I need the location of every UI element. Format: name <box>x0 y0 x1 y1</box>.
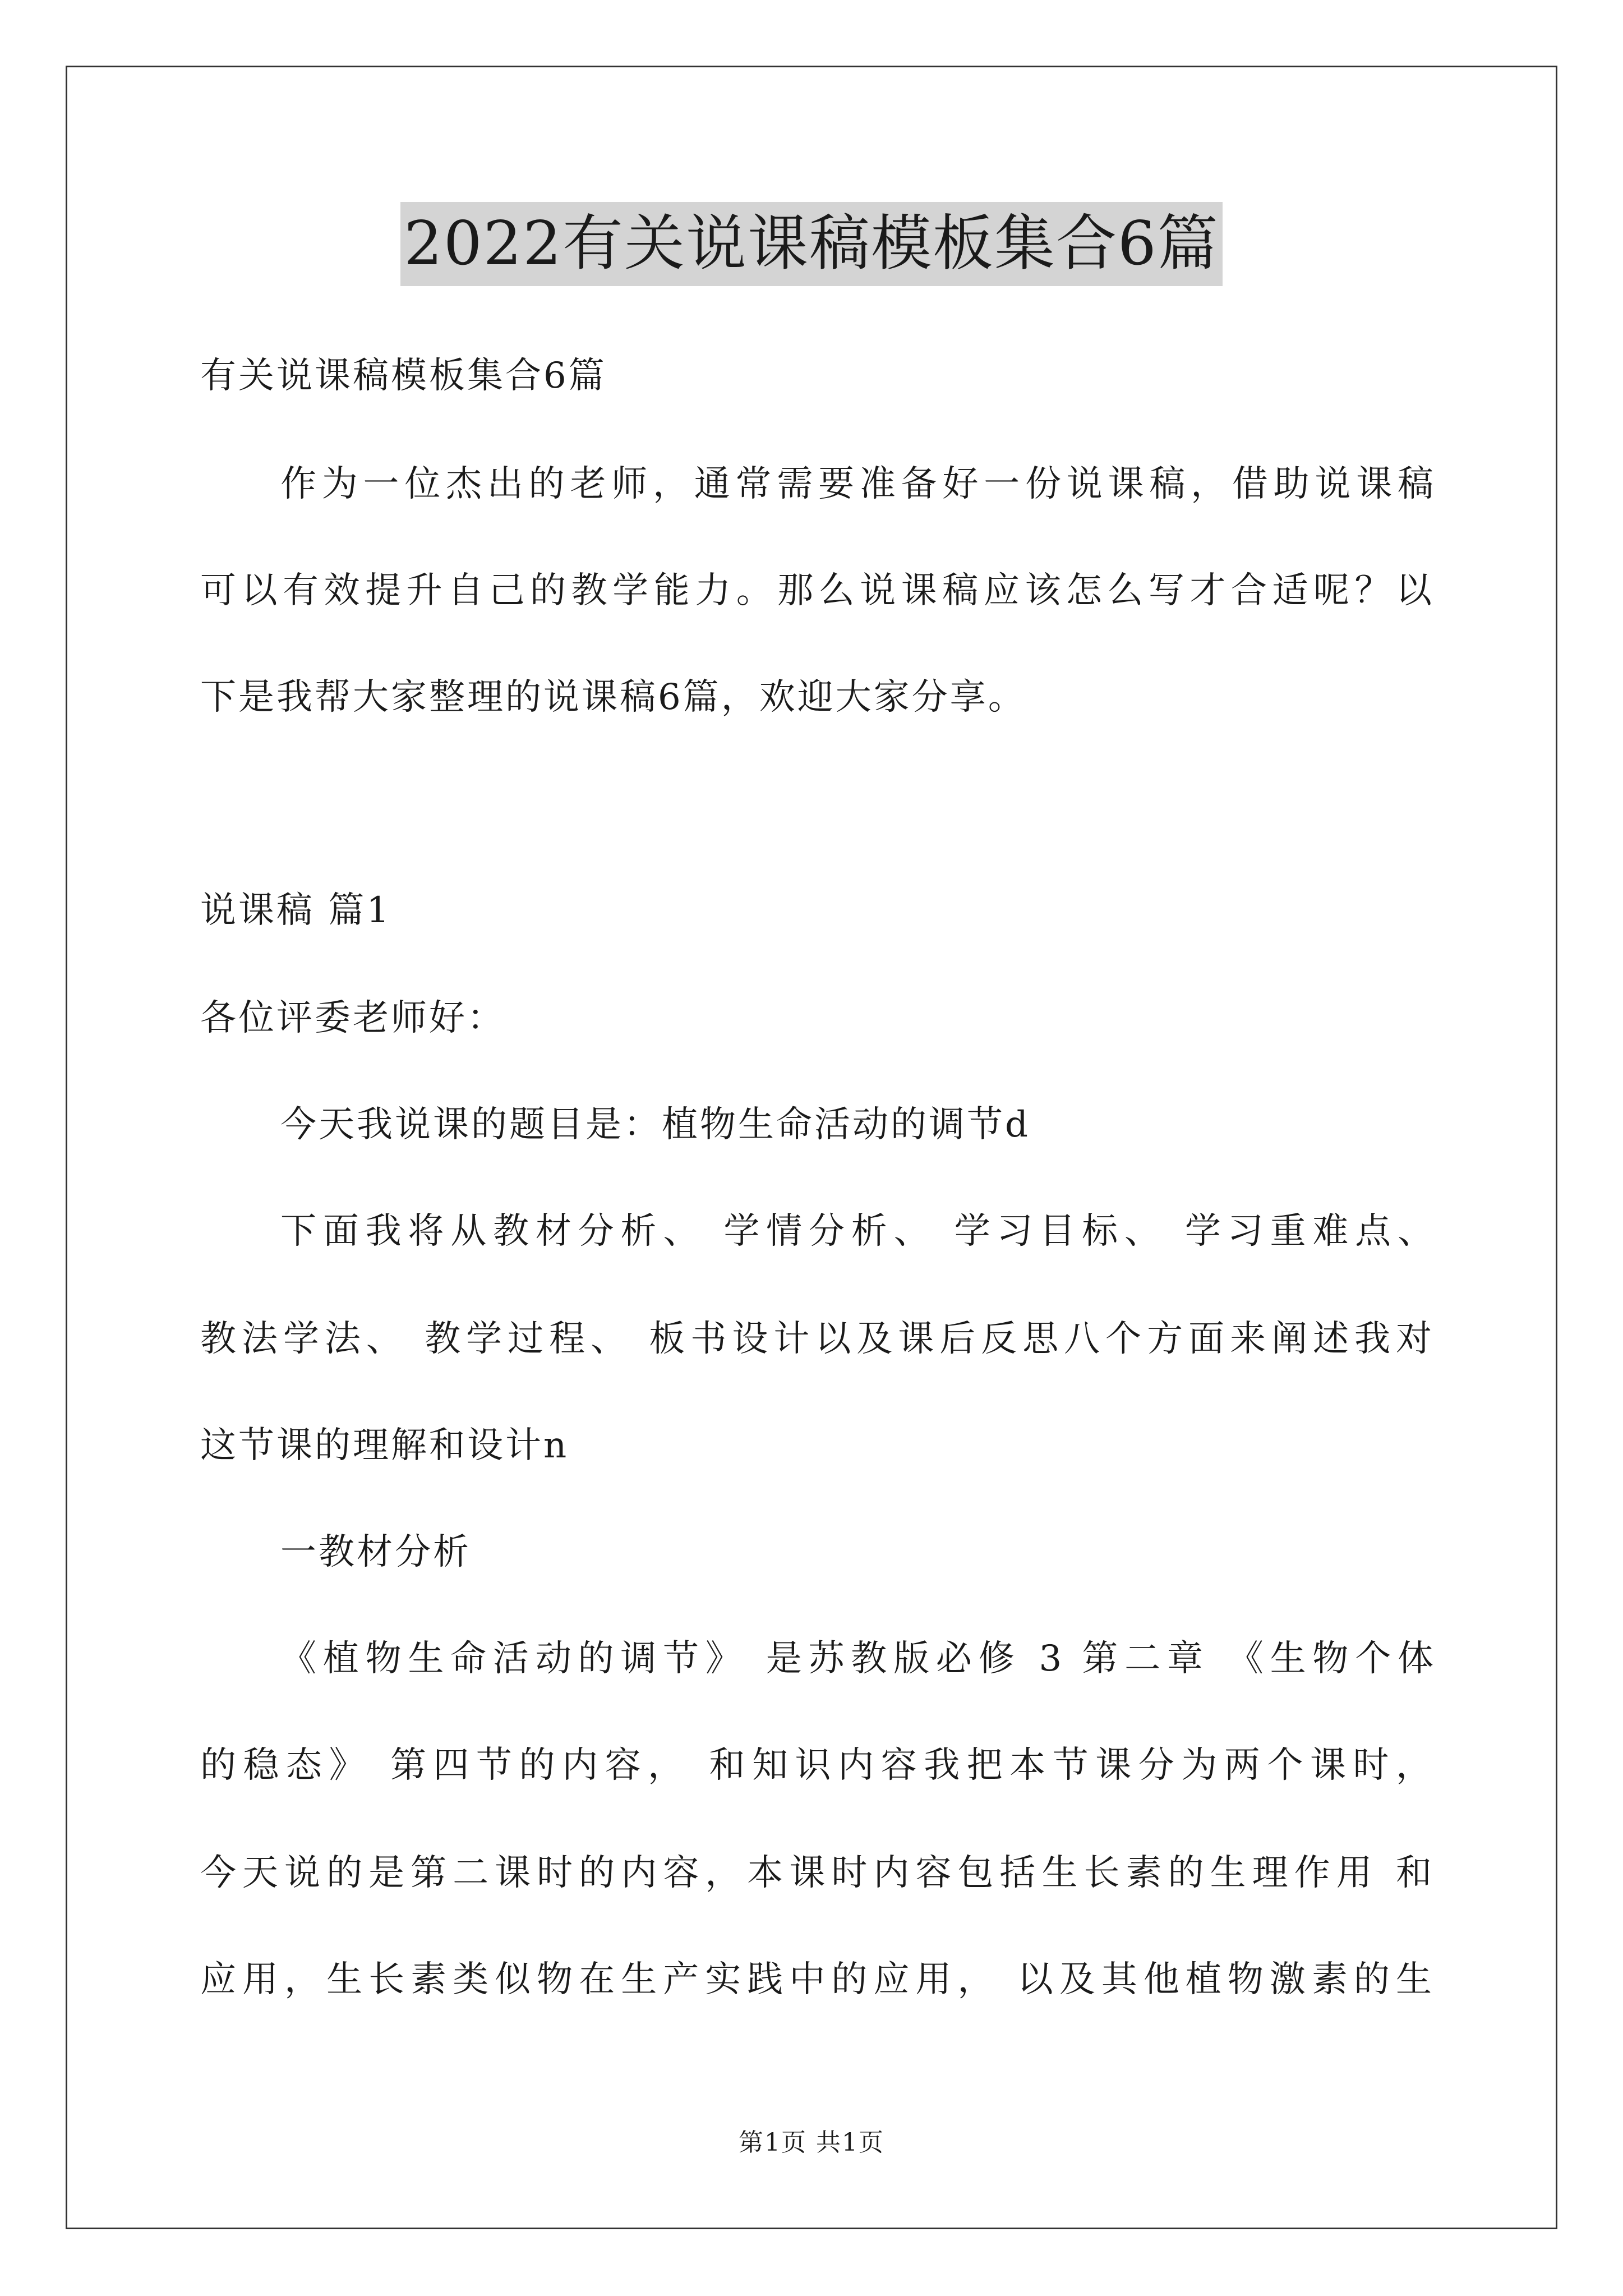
subtitle-line: 有关说课稿模板集合6篇 <box>200 355 607 397</box>
page-footer: 第1页 共1页 <box>739 2128 884 2157</box>
section-heading: 说课稿 篇1 <box>200 890 392 931</box>
paragraph-line: 今天我说课的题目是：植物生命活动的调节d <box>280 1104 1030 1145</box>
paragraph-line: 应用，生长素类似物在生产实践中的应用， 以及其他植物激素的生 <box>200 1959 1434 2000</box>
greeting-line: 各位评委老师好： <box>200 997 505 1039</box>
title-container <box>0 202 1623 286</box>
paragraph-line: 教法学法、 教学过程、 板书设计以及课后反思八个方面来阐述我对 <box>200 1318 1434 1360</box>
paragraph-line: 这节课的理解和设计n <box>200 1425 569 1466</box>
paragraph-line: 作为一位杰出的老师，通常需要准备好一份说课稿，借助说课稿 <box>280 463 1436 505</box>
paragraph-line: 今天说的是第二课时的内容，本课时内容包括生长素的生理作用 和 <box>200 1852 1434 1894</box>
paragraph-line: 下是我帮大家整理的说课稿6篇，欢迎大家分享。 <box>200 677 1026 718</box>
document-title: 2022有关说课稿模板集合6篇 <box>400 202 1223 286</box>
paragraph-line: 下面我将从教材分析、 学情分析、 学习目标、 学习重难点、 <box>280 1211 1436 1252</box>
paragraph-line: 《植物生命活动的调节》 是苏教版必修 3 第二章 《生物个体 <box>280 1638 1436 1680</box>
section-heading: 一教材分析 <box>280 1531 471 1573</box>
paragraph-line: 的稳态》 第四节的内容， 和知识内容我把本节课分为两个课时， <box>200 1745 1434 1786</box>
paragraph-line: 可以有效提升自己的教学能力。那么说课稿应该怎么写才合适呢？以 <box>200 570 1434 611</box>
